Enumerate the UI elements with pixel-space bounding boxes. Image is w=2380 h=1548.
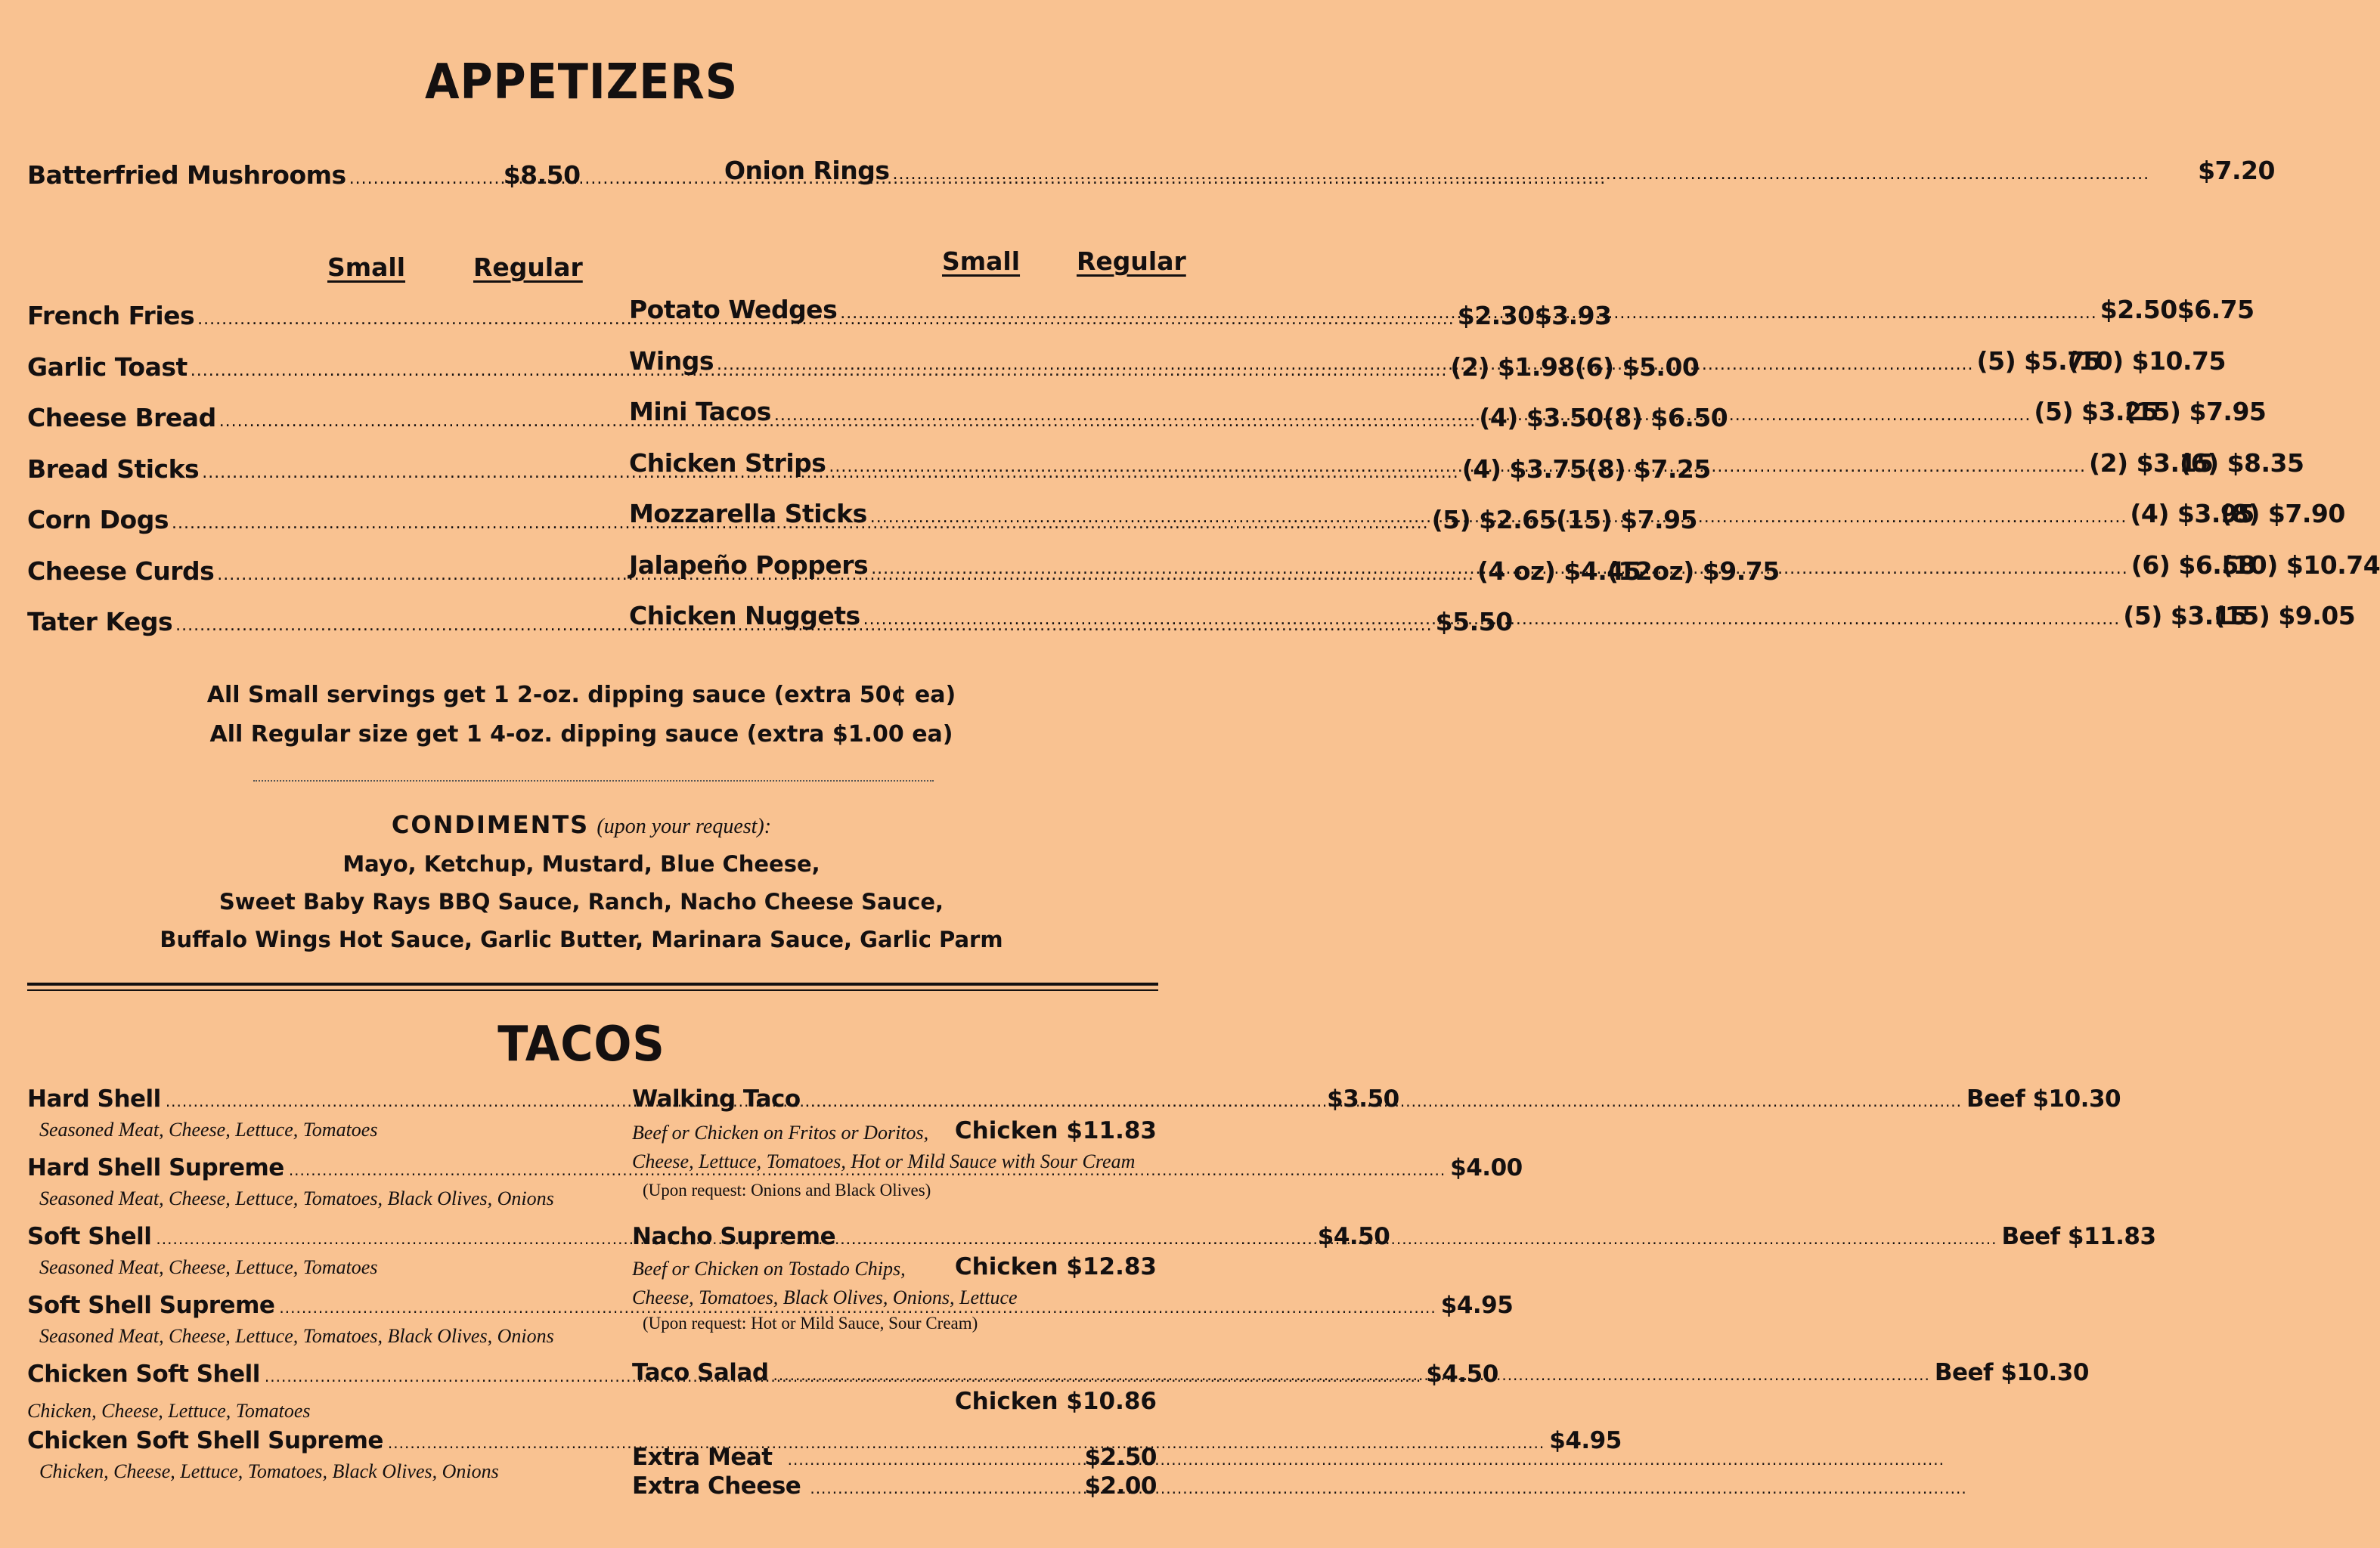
condiments-line: Mayo, Ketchup, Mustard, Blue Cheese, [342,851,820,877]
item-name: Chicken Soft Shell Supreme [27,1427,383,1454]
small-price: (4 oz) $4.45 [1477,556,1641,586]
small-price: (5) $5.75 [1976,345,2102,376]
small-price: (6) $6.58 [2131,550,2256,580]
regular-price: (8) $7.90 [2220,499,2345,528]
item-price: $8.50 [503,160,581,190]
item-name: Garlic Toast [27,351,187,382]
leader-dots [774,406,2031,425]
item-description: Seasoned Meat, Cheese, Lettuce, Tomatoes, Black Olives, Onions [39,1325,554,1347]
item-name: Extra Cheese [632,1472,801,1500]
beef-price: Beef $11.83 [2001,1223,2156,1250]
leader-dots [717,355,1974,374]
item-name: Chicken Nuggets [629,601,860,630]
item-price: $2.00 [1084,1472,1157,1500]
menu-item [632,1472,1157,1500]
item-price: $4.50 [1426,1361,1498,1388]
regular-price: (6) $5.00 [1574,351,1700,382]
item-name: Cheese Bread [27,403,216,432]
col-header-small: Small [327,252,406,282]
menu-item [27,160,581,190]
item-name: Bread Sticks [27,454,200,484]
regular-price: $6.75 [2177,295,2254,324]
item-name: Walking Taco [632,1085,801,1113]
item-price: $4.95 [1440,1292,1514,1319]
leader-dots [871,559,2128,578]
small-price: $2.50 [2100,295,2177,324]
regular-price: (8) $6.50 [1603,403,1728,432]
item-name: Cheese Curds [27,556,215,586]
item-name: Wings [629,345,714,376]
section-rule [27,983,1158,986]
dipping-note: All Regular size get 1 4-oz. dipping sauce (extra $1.00 ea) [209,721,953,748]
leader-dots [863,610,2121,629]
leader-dots [840,304,2097,323]
leader-dots [870,508,2127,527]
leader-dots [805,1092,1962,1110]
small-price: (5) $2.65 [1431,505,1557,534]
small-price: (5) $3.15 [2123,601,2248,630]
item-name: Hard Shell Supreme [27,1154,284,1181]
upon-request-note: (Upon request: Onions and Black Olives) [643,1181,931,1200]
small-price: (2) $1.98 [1450,351,1575,382]
leader-dots [829,457,2086,476]
regular-price: (12oz) $9.75 [1607,556,1780,586]
leader-dots [788,1450,916,1469]
item-name: Batterfried Mushrooms [27,160,346,190]
item-description: Chicken, Cheese, Lettuce, Tomatoes [27,1400,311,1422]
item-name: Soft Shell [27,1223,152,1250]
regular-price: (10) $10.75 [2067,345,2226,376]
item-description: Cheese, Lettuce, Tomatoes, Hot or Mild Sauce with Sour Cream [632,1150,1136,1172]
regular-price: $3.93 [1534,301,1612,330]
small-price: (4) $3.75 [1461,454,1587,484]
regular-price: (15) $9.05 [2214,601,2356,630]
item-name: Chicken Soft Shell [27,1361,260,1388]
item-name: Extra Meat [632,1444,773,1471]
item-name: Chicken Strips [629,447,826,478]
leader-dots [773,1366,1930,1384]
small-price: (4) $3.50 [1479,403,1604,432]
col-header-small: Small [942,246,1021,276]
menu-item [724,156,2275,185]
regular-price: (10) $10.74 [2221,550,2380,580]
condiments-heading-line [0,810,1163,839]
regular-price: (6) $8.35 [2179,447,2304,478]
menu-item [27,1427,1622,1454]
item-description: Seasoned Meat, Cheese, Lettuce, Tomatoes [39,1119,378,1141]
item-description: Chicken, Cheese, Lettuce, Tomatoes, Black Olives, Onions [39,1460,499,1482]
leader-dots [840,1230,1997,1248]
regular-price: $5.50 [1435,607,1513,636]
leader-dots [810,1479,938,1497]
condiments-heading: CONDIMENTS [391,810,590,839]
item-price: $4.50 [1317,1223,1390,1250]
item-description: Seasoned Meat, Cheese, Lettuce, Tomatoes, Black Olives, Onions [39,1187,554,1209]
item-price: $4.00 [1450,1154,1523,1181]
item-name: Jalapeño Poppers [629,550,869,580]
chicken-price: Chicken $12.83 [954,1253,1157,1280]
item-price: $4.95 [1549,1427,1622,1454]
regular-price: (15) $7.95 [2124,397,2267,426]
dipping-note: All Small servings get 1 2-oz. dipping sauce (extra 50¢ ea) [206,682,956,708]
col-header-regular: Regular [1077,246,1186,276]
small-price: (2) $3.15 [2088,447,2214,478]
item-name: Soft Shell Supreme [27,1292,275,1319]
col-header-regular: Regular [473,252,583,282]
small-price: $2.30 [1457,301,1535,330]
upon-request-note: (Upon request: Hot or Mild Sauce, Sour Cream) [643,1314,978,1333]
chicken-price: Chicken $11.83 [954,1117,1157,1144]
beef-price: Beef $10.30 [1966,1085,2121,1113]
item-price: $7.20 [2198,156,2275,185]
item-name: Nacho Supreme [632,1223,836,1250]
appetizers-title: APPETIZERS [424,54,739,110]
condiments-line: Sweet Baby Rays BBQ Sauce, Ranch, Nacho Cheese Sauce, [218,889,944,915]
regular-price: (15) $7.95 [1556,505,1698,534]
leader-dots [349,169,463,188]
tacos-title: TACOS [497,1017,665,1073]
item-name: French Fries [27,301,195,330]
chicken-price: Chicken $10.86 [954,1388,1157,1415]
small-price: (5) $3.25 [2034,397,2158,426]
item-name: Mozzarella Sticks [629,499,867,528]
item-name: Tater Kegs [27,607,173,636]
item-description: Seasoned Meat, Cheese, Lettuce, Tomatoes [39,1256,378,1278]
section-rule [27,989,1158,991]
item-description: Cheese, Tomatoes, Black Olives, Onions, Lettuce [632,1286,1018,1308]
item-name: Onion Rings [724,156,890,185]
item-price: $3.50 [1327,1085,1399,1113]
leader-dots [893,165,2150,184]
item-name: Hard Shell [27,1085,161,1113]
item-name: Corn Dogs [27,505,169,534]
beef-price: Beef $10.30 [1934,1359,2089,1386]
condiments-line: Buffalo Wings Hot Sauce, Garlic Butter, Marinara Sauce, Garlic Parm [160,927,1003,952]
item-name: Mini Tacos [629,397,771,426]
item-name: Taco Salad [632,1359,769,1386]
menu-item [632,1444,1157,1471]
item-description: Beef or Chicken on Fritos or Doritos, [632,1122,929,1144]
item-name: Potato Wedges [629,295,838,324]
regular-price: (8) $7.25 [1586,454,1711,484]
small-price: (4) $3.95 [2130,499,2254,528]
item-description: Beef or Chicken on Tostado Chips, [632,1258,906,1280]
divider [253,780,934,782]
condiments-subheading: (upon your request): [597,815,772,838]
item-price: $2.50 [1084,1444,1157,1471]
